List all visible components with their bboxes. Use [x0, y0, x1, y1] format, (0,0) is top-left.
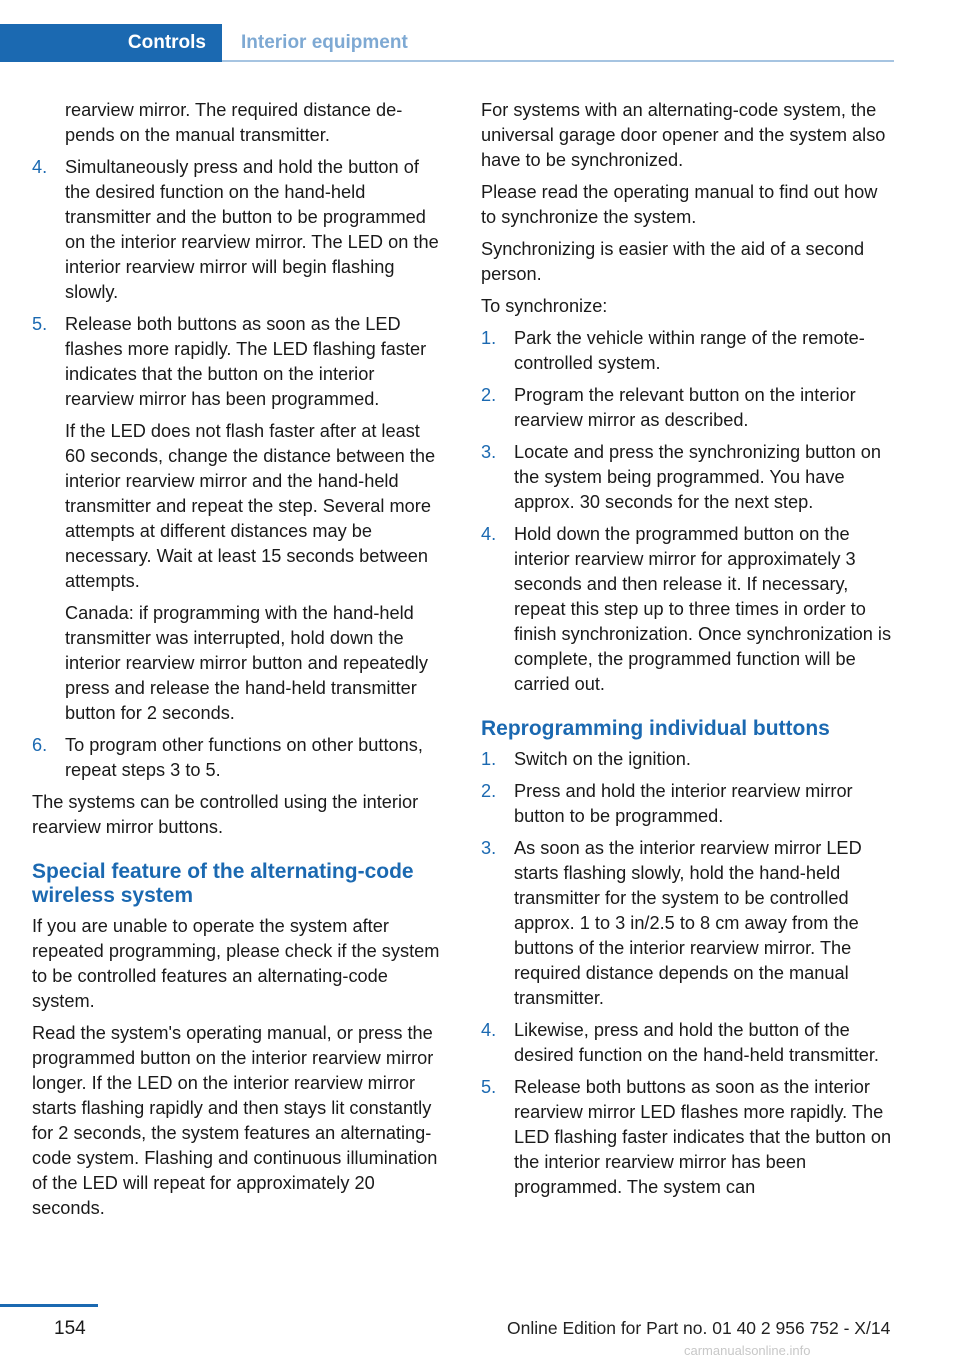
step-number: 4. — [481, 524, 497, 544]
step-text: Press and hold the interior rearview mirror button to be programmed. — [514, 781, 853, 826]
watermark: carmanualsonline.info — [684, 1343, 811, 1358]
section-heading-alternating-code: Special feature of the alternating-code wireless system — [32, 860, 414, 907]
right-column — [481, 98, 893, 1207]
page-number: 154 — [54, 1318, 86, 1339]
list-item — [481, 836, 893, 1011]
list-item — [481, 747, 893, 772]
step-text: Likewise, press and hold the button of the desired function on the hand-held transmitter. — [514, 1020, 879, 1065]
step-text: Hold down the programmed button on the interior rearview mirror for approximately 3 seconds and then release it. If necessary, repeat this step up to three times in order to finish synchronization. Once synchronization is complete, the programmed function will be carried out. — [514, 524, 892, 694]
step-text: Switch on the ignition. — [514, 749, 691, 769]
step-text: Release both buttons as soon as the interior rearview mirror LED flashes more rapidly. The LED flashing faster indicates that the button on the interior rearview mirror has been programmed. The system can — [514, 1077, 892, 1197]
step-number: 5. — [481, 1077, 497, 1097]
list-item — [481, 779, 893, 829]
continued-text: rearview mirror. The required distance depends on the manual transmitter. — [65, 100, 403, 145]
edition-text: Online Edition for Part no. 01 40 2 956 752 - X/14 — [507, 1318, 891, 1338]
list-item — [481, 440, 893, 515]
list-item — [481, 522, 893, 697]
step-number: 3. — [481, 838, 497, 858]
paragraph: Please read the operating manual to find out how to synchronize the system. — [481, 182, 878, 227]
programming-steps — [32, 155, 444, 783]
list-item — [481, 326, 893, 376]
summary-text: The systems can be controlled using the interior rearview mirror buttons. — [32, 792, 419, 837]
list-item — [481, 1018, 893, 1068]
step-text: Simultaneously press and hold the button of the desired function on the hand-held transmitter and the button to be programmed on the interior rearview mirror. The LED on the interior rearview mirror will begin flashing slowly. — [65, 157, 439, 302]
paragraph: Read the system's operating manual, or press the programmed button on the interior rearview mirror longer. If the LED on the interior rearview mirror starts flashing rapidly and then stays lit constantly for 2 seconds, the system features an alternating-code system. Flashing and continuous illumination of the LED will repeat for approximately 20 seconds. — [32, 1023, 438, 1218]
step-number: 3. — [481, 442, 497, 462]
header-divider — [222, 60, 894, 62]
step-note: If the LED does not flash faster after at least 60 seconds, change the distance between the interior rearview mirror and the hand-held transmitter and repeat the step. Several more attempts at different distances may be necessary. Wait at least 15 seconds between attempts. — [65, 421, 436, 591]
list-item — [32, 312, 444, 726]
page-header — [0, 24, 894, 62]
step-number: 2. — [481, 385, 497, 405]
step-number: 2. — [481, 781, 497, 801]
step-note-canada: Canada: if programming with the hand-held transmitter was interrupted, hold down the interior rearview mirror button and repeatedly press and release the hand-held transmitter button for 2 seconds. — [65, 603, 428, 723]
paragraph: Synchronizing is easier with the aid of a second person. — [481, 239, 865, 284]
paragraph: If you are unable to operate the system after repeated programming, please check if the system to be controlled features an alternating-code system. — [32, 916, 440, 1011]
step-number: 6. — [32, 735, 48, 755]
step-text: Release both buttons as soon as the LED flashes more rapidly. The LED flashing faster indicates that the button on the interior rearview mirror has been programmed. — [65, 314, 427, 409]
step-text: Locate and press the synchronizing button on the system being programmed. You have approx. 30 seconds for the next step. — [514, 442, 882, 512]
step-text: Program the relevant button on the interior rearview mirror as described. — [514, 385, 856, 430]
list-item — [481, 1075, 893, 1200]
section-tab: Controls — [0, 24, 222, 62]
step-number: 4. — [32, 157, 48, 177]
paragraph: To synchronize: — [481, 296, 608, 316]
step-number: 1. — [481, 328, 497, 348]
list-item — [481, 383, 893, 433]
step-number: 5. — [32, 314, 48, 334]
step-text: As soon as the interior rearview mirror LED starts flashing slowly, hold the hand-held transmitter for the system to be controlled approx. 1 to 3 in/2.5 to 8 cm away from the buttons of the interior rearview mirror. The required distance depends on the manual transmitter. — [514, 838, 862, 1008]
reprogramming-steps — [481, 747, 893, 1200]
section-heading-reprogramming: Reprogramming individual buttons — [481, 717, 830, 740]
sync-steps — [481, 326, 893, 697]
step-text: To program other functions on other buttons, repeat steps 3 to 5. — [65, 735, 423, 780]
subsection-title: Interior equipment — [241, 32, 408, 53]
step-number: 1. — [481, 749, 497, 769]
list-item — [32, 155, 444, 305]
paragraph: For systems with an alternating-code system, the universal garage door opener and the system also have to be synchronized. — [481, 100, 886, 170]
footer-divider — [0, 1304, 98, 1307]
left-column — [32, 98, 444, 1228]
step-number: 4. — [481, 1020, 497, 1040]
list-item — [32, 733, 444, 783]
step-text: Park the vehicle within range of the remote-controlled system. — [514, 328, 865, 373]
